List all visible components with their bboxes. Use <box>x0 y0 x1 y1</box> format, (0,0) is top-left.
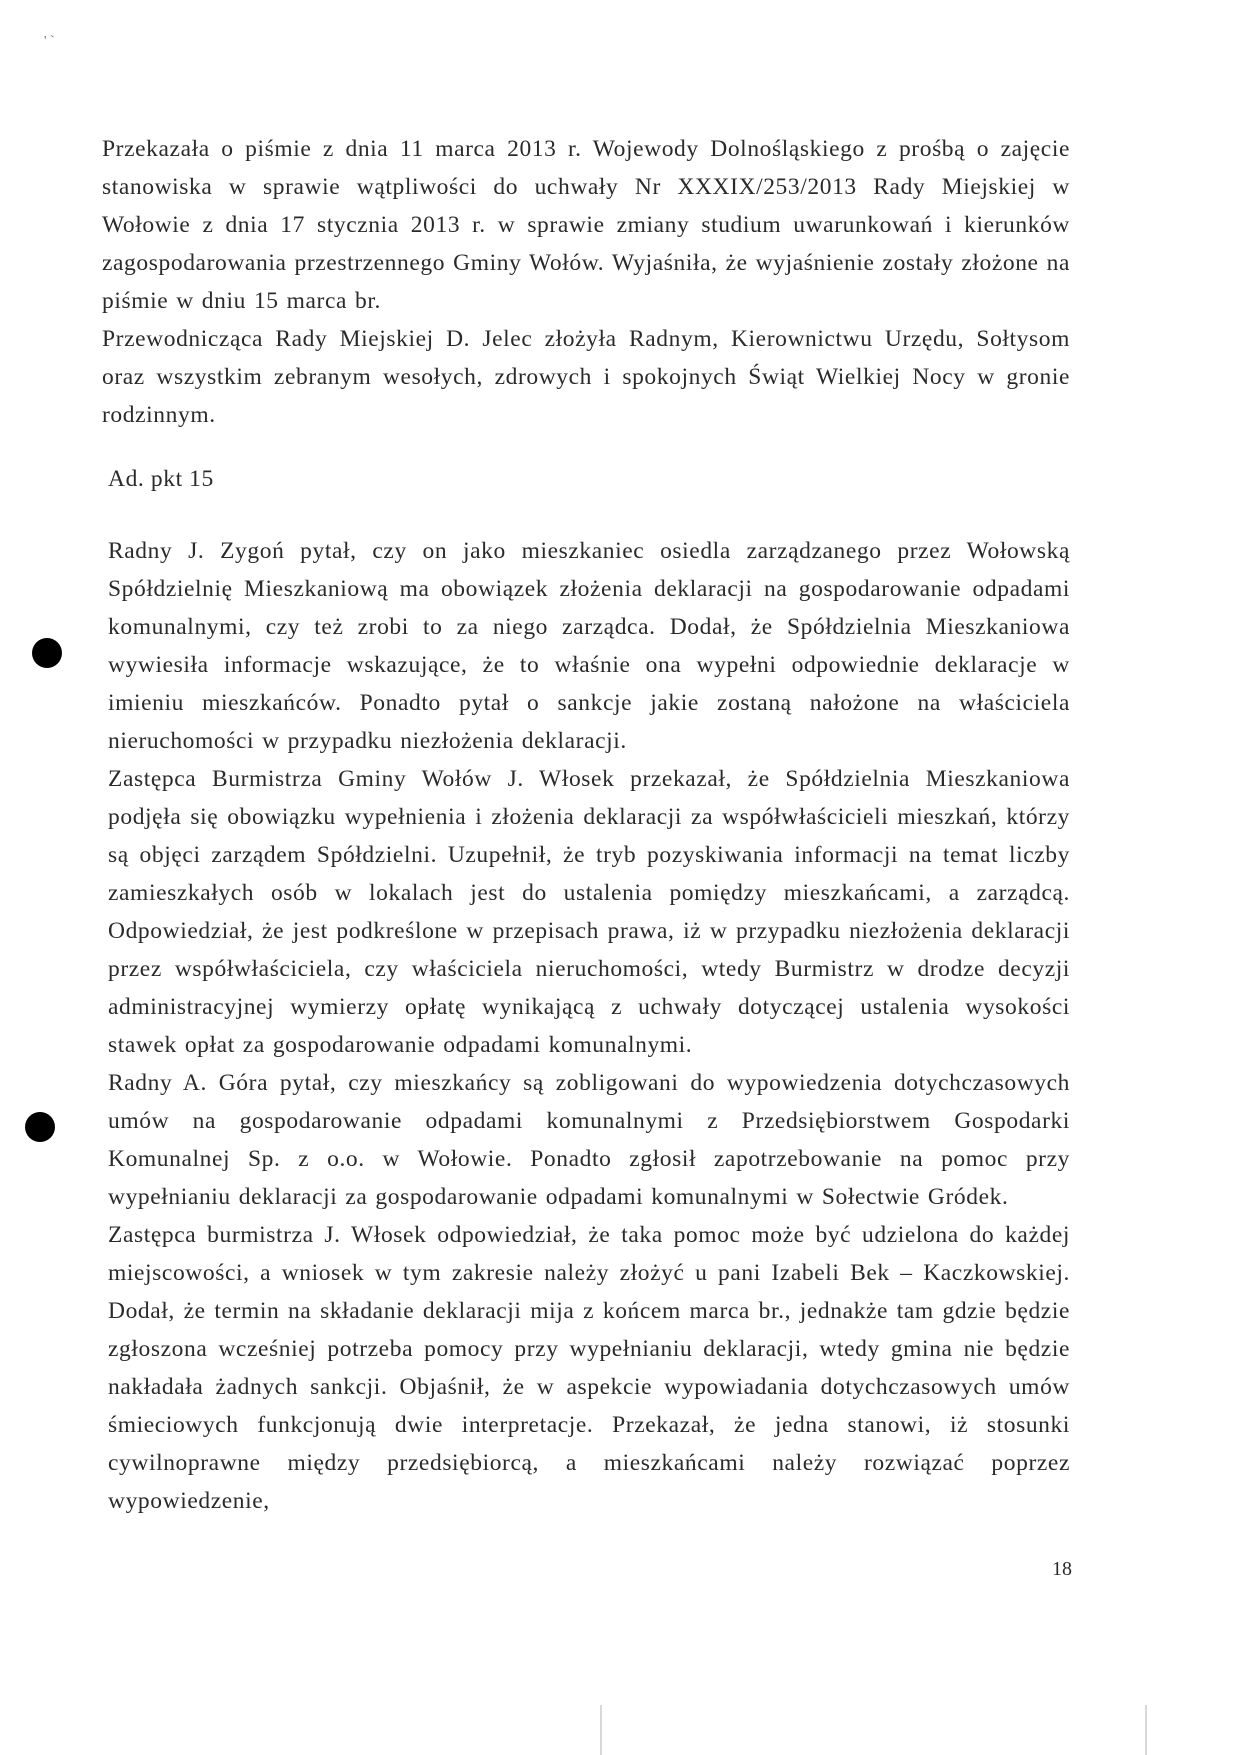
hole-punch-lower <box>25 1112 55 1142</box>
scan-corner-mark: ' ` <box>44 34 55 49</box>
page-number: 18 <box>1052 1558 1072 1580</box>
text-block-main <box>108 532 1070 1520</box>
scan-edge-right <box>1145 1705 1147 1755</box>
paragraph: Zastępca burmistrza J. Włosek odpowiedział, że taka pomoc może być udzielona do każdej miejscowości, a wniosek w tym zakresie należy złożyć u pani Izabeli Bek – Kaczkowskiej. Dodał, że termin na składanie deklaracji mija z końcem marca br., jednakże tam gdzie będzie zgłoszona wcześniej potrzeba pomocy przy wypełnianiu deklaracji, wtedy gmina nie będzie nakładała żadnych sankcji. Objaśnił, że w aspekcie wypowiadania dotychczasowych umów śmieciowych funkcjonują dwie interpretacje. Przekazał, że jedna stanowi, iż stosunki cywilnoprawne między przedsiębiorcą, a mieszkańcami należy rozwiązać poprzez wypowiedzenie, <box>108 1222 1070 1514</box>
scan-edge-left <box>600 1705 602 1755</box>
paragraph: Radny A. Góra pytał, czy mieszkańcy są zobligowani do wypowiedzenia dotychczasowych umów na gospodarowanie odpadami komunalnymi z Przedsiębiorstwem Gospodarki Komunalnej Sp. z o.o. w Wołowie. Ponadto zgłosił zapotrzebowanie na pomoc przy wypełnianiu deklaracji za gospodarowanie odpadami komunalnymi w Sołectwie Gródek. <box>108 1070 1070 1210</box>
paragraph: Przekazała o piśmie z dnia 11 marca 2013 r. Wojewody Dolnośląskiego z prośbą o zajęcie stanowiska w sprawie wątpliwości do uchwały Nr XXXIX/253/2013 Rady Miejskiej w Wołowie z dnia 17 stycznia 2013 r. w sprawie zmiany studium uwarunkowań i kierunków zagospodarowania przestrzennego Gminy Wołów. Wyjaśniła, że wyjaśnienie zostały złożone na piśmie w dniu 15 marca br. <box>102 136 1070 314</box>
paragraph: Zastępca Burmistrza Gminy Wołów J. Włosek przekazał, że Spółdzielnia Mieszkaniowa podjęła się obowiązku wypełnienia i złożenia deklaracji za współwłaścicieli mieszkań, którzy są objęci zarządem Spółdzielni. Uzupełnił, że tryb pozyskiwania informacji na temat liczby zamieszkałych osób w lokalach jest do ustalenia pomiędzy mieszkańcami, a zarządcą. Odpowiedział, że jest podkreślone w przepisach prawa, iż w przypadku niezłożenia deklaracji przez współwłaściciela, czy właściciela nieruchomości, wtedy Burmistrz w drodze decyzji administracyjnej wymierzy opłatę wynikającą z uchwały dotyczącej ustalenia wysokości stawek opłat za gospodarowanie odpadami komunalnymi. <box>108 766 1070 1058</box>
hole-punch-upper <box>32 638 62 668</box>
text-block-top <box>102 130 1070 434</box>
paragraph: Radny J. Zygoń pytał, czy on jako mieszkaniec osiedla zarządzanego przez Wołowską Spółdzielnię Mieszkaniową ma obowiązek złożenia deklaracji na gospodarowanie odpadami komunalnymi, czy też zrobi to za niego zarządca. Dodał, że Spółdzielnia Mieszkaniowa wywiesiła informacje wskazujące, że to właśnie ona wypełni odpowiednie deklaracje w imieniu mieszkańców. Ponadto pytał o sankcje jakie zostaną nałożone na właściciela nieruchomości w przypadku niezłożenia deklaracji. <box>108 538 1070 754</box>
paragraph: Przewodnicząca Rady Miejskiej D. Jelec złożyła Radnym, Kierownictwu Urzędu, Sołtysom oraz wszystkim zebranym wesołych, zdrowych i spokojnych Świąt Wielkiej Nocy w gronie rodzinnym. <box>102 326 1070 428</box>
section-heading: Ad. pkt 15 <box>108 466 214 492</box>
